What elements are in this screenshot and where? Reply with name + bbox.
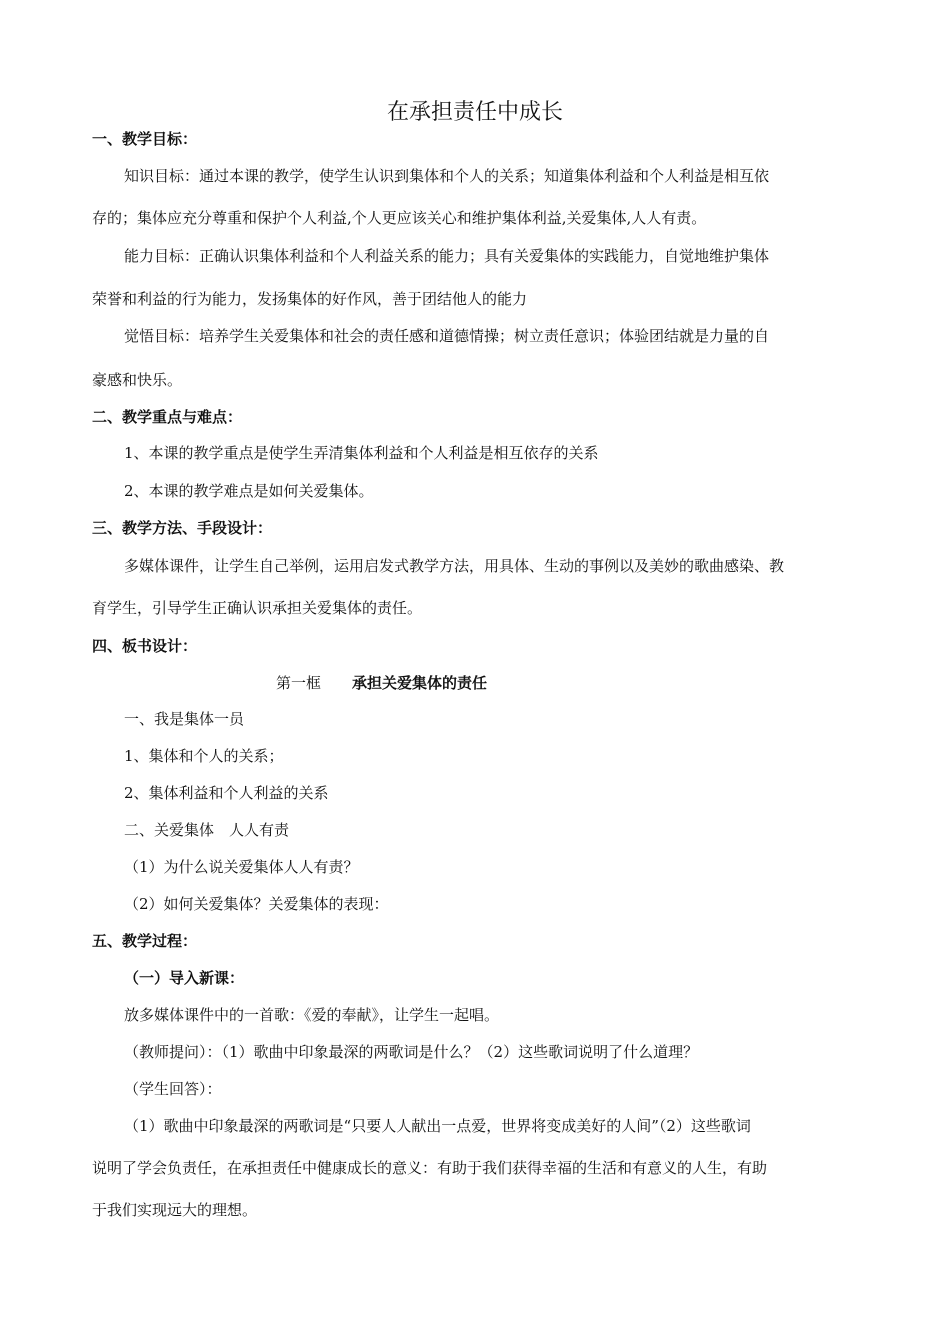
method-line2: 育学生，引导学生正确认识承担关爱集体的责任。 — [92, 599, 423, 617]
section-heading-objectives: 一、教学目标： — [92, 130, 198, 148]
process-line: （1）歌曲中印象最深的两歌词是“只要人人献出一点爱，世界将变成美好的人间”（2）这些歌词 — [124, 1117, 751, 1135]
section-heading-process: 五、教学过程： — [92, 932, 198, 950]
section-heading-methods: 三、教学方法、手段设计： — [92, 519, 273, 537]
board-line: （2）如何关爱集体？关爱集体的表现： — [124, 895, 389, 913]
difficulty-line: 2、本课的教学难点是如何关爱集体。 — [124, 482, 374, 500]
section-heading-key-points: 二、教学重点与难点： — [92, 408, 243, 426]
awareness-goal-line1: 觉悟目标：培养学生关爱集体和社会的责任感和道德情操；树立责任意识；体验团结就是力量的自 — [124, 327, 770, 345]
board-line: 1、集体和个人的关系； — [124, 747, 284, 765]
section-heading-board: 四、板书设计： — [92, 637, 198, 655]
knowledge-goal-line2: 存的；集体应充分尊重和保护个人利益,个人更应该关心和维护集体利益,关爱集体,人人有责。 — [92, 209, 707, 227]
ability-goal-line1: 能力目标：正确认识集体利益和个人利益关系的能力；具有关爱集体的实践能力，自觉地维护集体 — [124, 247, 770, 265]
process-line: 放多媒体课件中的一首歌：《爱的奉献》，让学生一起唱。 — [124, 1006, 500, 1024]
awareness-goal-line2: 豪感和快乐。 — [92, 371, 183, 389]
process-line: 说明了学会负责任，在承担责任中健康成长的意义：有助于我们获得幸福的生活和有意义的人生，有助 — [92, 1159, 768, 1177]
board-line: 一、我是集体一员 — [124, 710, 245, 728]
board-line: 二、关爱集体 人人有责 — [124, 821, 290, 839]
board-frame-label: 第一框 — [276, 674, 322, 692]
subsection-heading-intro: （一）导入新课： — [124, 969, 245, 987]
key-point-line: 1、本课的教学重点是使学生弄清集体利益和个人利益是相互依存的关系 — [124, 444, 599, 462]
board-title: 承担关爱集体的责任 — [352, 674, 488, 692]
process-line: （教师提问）：（1）歌曲中印象最深的两歌词是什么？（2）这些歌词说明了什么道理？ — [124, 1043, 699, 1061]
board-line: 2、集体利益和个人利益的关系 — [124, 784, 329, 802]
knowledge-goal-line1: 知识目标：通过本课的教学，使学生认识到集体和个人的关系；知道集体利益和个人利益是相互依 — [124, 167, 770, 185]
process-line: （学生回答）： — [124, 1080, 222, 1098]
page-title: 在承担责任中成长 — [386, 100, 563, 125]
method-line1: 多媒体课件，让学生自己举例，运用启发式教学方法，用具体、生动的事例以及美妙的歌曲感染、教 — [124, 557, 785, 575]
ability-goal-line2: 荣誉和利益的行为能力，发扬集体的好作风，善于团结他人的能力 — [92, 290, 528, 308]
process-line: 于我们实现远大的理想。 — [92, 1201, 258, 1219]
board-line: （1）为什么说关爱集体人人有责？ — [124, 858, 359, 876]
